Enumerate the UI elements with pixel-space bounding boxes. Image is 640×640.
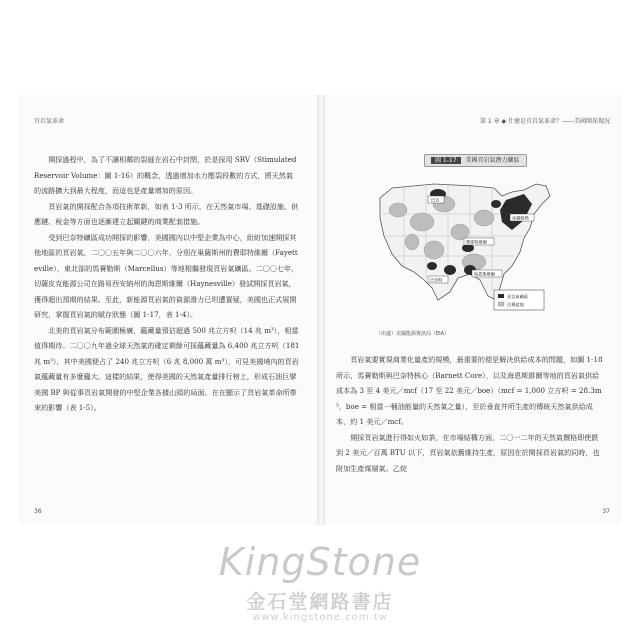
legend-basin-label: 沉積盆地 [507,301,524,307]
left-paragraph-4: 北美的頁岩氣分布範圍極廣，蘊藏量預估超過 500 兆立方呎（14 兆 m³），相當值得期待。二〇〇九年過全球天然氣的確定剩餘可採蘊藏量為 6,400 兆立方呎（181 兆 m³），其中美國便占了 240 兆立方呎（6 兆 8,000 萬 m³），可見美國境內的頁岩氣蘊藏量有多麼龐大。這樣的結果，使得美國的天然氣產量排行榜上，形成石油巨擘美國 BP 與從事頁岩氣開發的中堅企業各據山頭的局面。在在顯示了頁岩氣革命所帶來的影響（表 1-5）。 [34,325,300,412]
left-running-head: 頁岩氣革命 [34,118,65,125]
watermark-url: www.kingstone.com.tw [252,612,388,623]
us-shale-map [374,170,560,328]
watermark-chinese-name: 金石堂網路書店 [246,591,394,613]
watermark-brand: KingStone [218,540,422,584]
label-marcellus: 馬賽勒斯 [512,215,529,221]
figure-title: 美國頁岩氣潛力礦區 [465,157,520,164]
left-page-number: 36 [34,508,42,515]
play-michigan [491,200,501,208]
left-paragraph-3: 受到巴奈特礦區成功開採的影響，美國國內以中堅企業為中心，紛紛加速開採其他地區的頁岩氣，二〇〇五年與二〇〇六年，分別在巢薩斯州的費耶特維爾（Fayetteville），東北部的馬賽勒斯（Marcellus）等地相繼發現頁岩氣礦區。二〇〇七年，切薩皮克能源公司在路易西安納州的海恩斯維爾（Haynesville）發試開採頁岩氣，獲得超出預期的結果。至此，新能源頁岩氣的資源潛力已坦遭置疑，美國也正式展開研究，掌握頁岩氣的賦存狀態（圖 1-17，表 1-4）。 [34,232,299,319]
label-fayetteville: 費耶特維爾 [466,239,487,245]
label-haynesville: 海恩斯維爾 [474,271,495,277]
play-barnett [444,265,456,275]
figure-title-bar [424,154,527,167]
right-running-head: 第 1 章 ◆ 什麼是頁岩氣革命？——美國開採現況 [479,118,610,125]
play-west-texas [427,262,437,270]
figure-1-17 [374,154,560,337]
legend-swatch-basin [498,302,504,306]
book-gutter [317,95,325,525]
right-page-body [336,352,604,476]
figure-caption: （出處）美國能源資訊局（EIA） [376,331,450,337]
legend-swatch-shale [498,294,504,298]
right-paragraph-2: 開採頁岩氣進行得如火如荼，在市場結構方面，二〇一二年的天然氣價格即使跌到 2 美元／百萬 BTU 以下，頁岩氣依舊維持生產，原因在於開採頁岩氣的同時，也附加生產煤層氣、乙烷 [336,432,600,473]
left-paragraph-2: 頁岩氣的開採配合各項技術革新，如表 1-3 所示，在天然氣市場、基礎設施、供應鏈、稅金等方面也逐漸建立起關鍵的商業配套措施。 [34,201,299,226]
left-page-body [34,152,300,416]
legend-shale-label: 頁岩氣礦區 [507,293,528,299]
figure-number: 圖 1-17 [431,157,461,164]
left-paragraph-1: 開採過程中，為了不讓相鄰的裂縫在岩石中封閉，於是採用 SRV（Stimulated Reservoir Volume：圖 1-16）的概念，透過增加水力壓裂段數的方式，將天然氣的流路擴大到最大程度，而這也是產量增加的原因。 [34,155,297,195]
right-page-number: 37 [602,508,610,515]
map-legend [494,290,544,310]
label-barnett: 巴奈特 [430,277,443,283]
label-bakken: 巴肯 [431,197,440,203]
right-paragraph-1: 頁岩氣要實現商業化量產的規模，最重要的便是解決供給成本的問題，如圖 1-18 所示，馬賽勒斯與巴奈特核心（Barnett Core），以及海恩斯維爾等地的頁岩氣供給成本為 3 至 4 美元／mcf（17 至 22 美元／boe）（mcf = 1,000 立方呎 = 28.3m³，boe = 相當一桶油能量的天然氣之量），至於垂直井所生產的傳統天然氣供給成本，約 1 美元／mcf。 [336,355,603,426]
